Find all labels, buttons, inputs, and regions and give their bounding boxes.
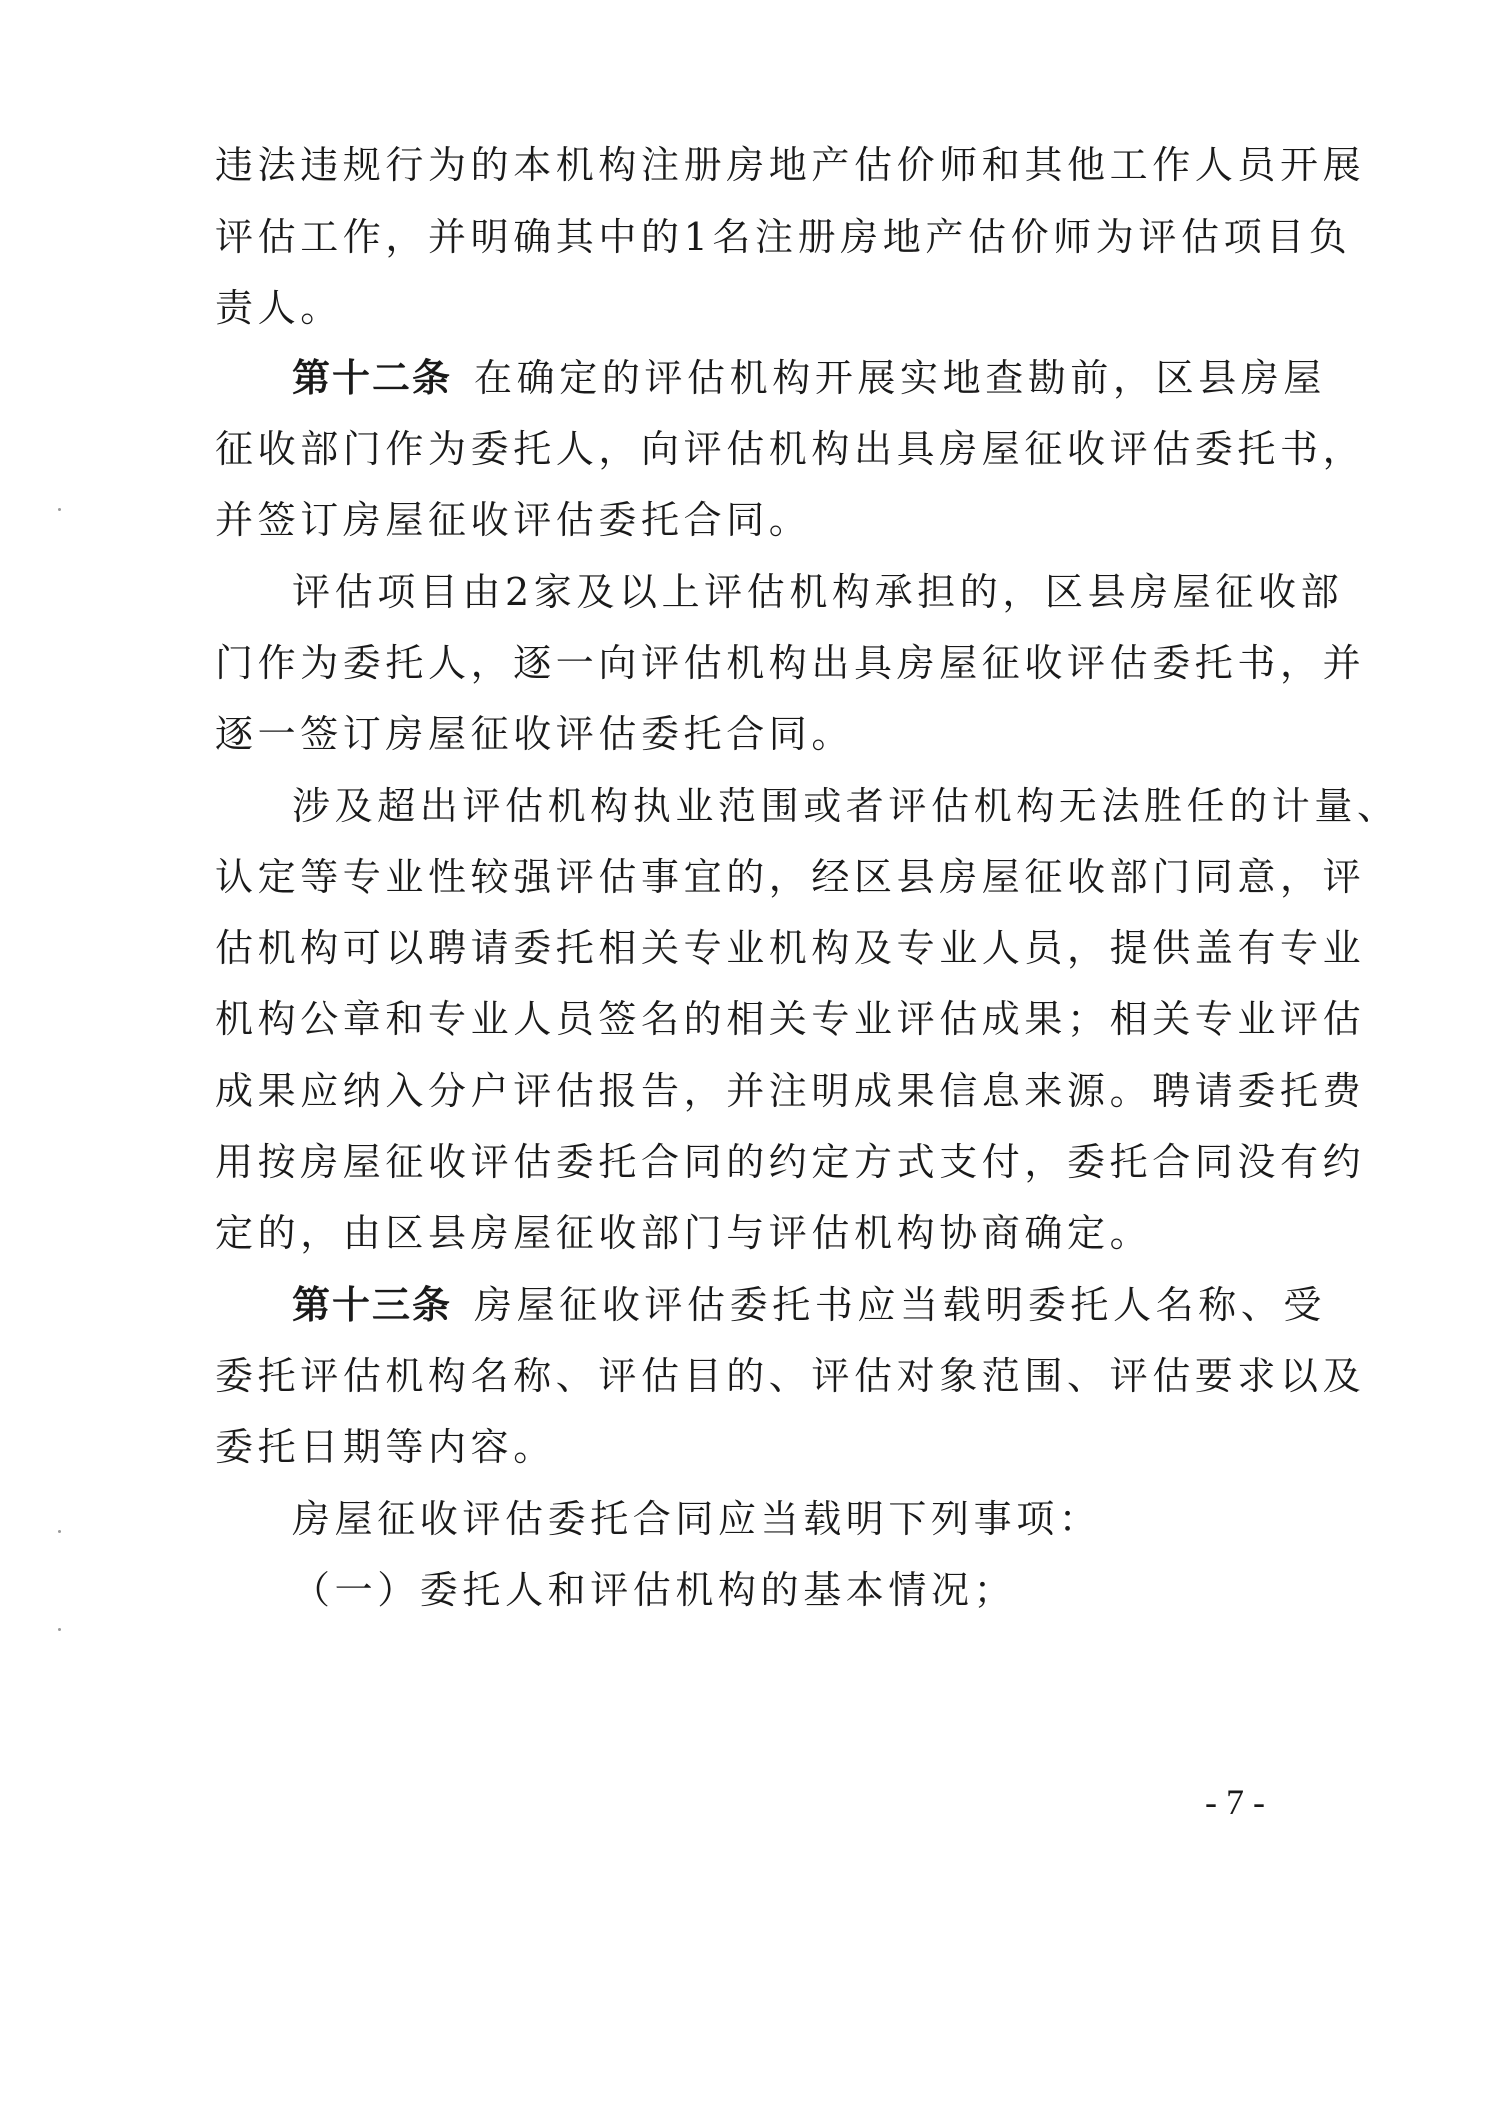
body-line: 责人。 [215,286,343,330]
article-13-first-line [292,1280,1326,1330]
body-line: 定的，由区县房屋征收部门与评估机构协商确定。 [215,1211,1153,1255]
paragraph-first-line: 房屋征收评估委托合同应当载明下列事项： [292,1497,1102,1541]
body-line: 逐一签订房屋征收评估委托合同。 [215,712,855,756]
body-line: 机构公章和专业人员签名的相关专业评估成果；相关专业评估 [215,997,1366,1041]
list-item: （一）委托人和评估机构的基本情况； [292,1568,1017,1612]
article-12-first-line [292,353,1326,403]
paragraph-first-line: 评估项目由2家及以上评估机构承担的，区县房屋征收部 [292,570,1344,614]
body-line: 并签订房屋征收评估委托合同。 [215,498,812,542]
body-line: 委托日期等内容。 [215,1425,556,1469]
body-line: 评估工作，并明确其中的1名注册房地产估价师为评估项目负 [215,215,1352,259]
body-line: 成果应纳入分户评估报告，并注明成果信息来源。聘请委托费 [215,1069,1366,1113]
page-number: - 7 - [1205,1782,1265,1822]
scan-speck [58,1628,61,1631]
scan-speck [58,508,61,511]
scan-speck [58,1530,61,1533]
article-13-label: 第十三条 [292,1283,453,1327]
body-line: 违法违规行为的本机构注册房地产估价师和其他工作人员开展 [215,143,1366,187]
body-line: 委托评估机构名称、评估目的、评估对象范围、评估要求以及 [215,1354,1366,1398]
article-13-text: 房屋征收评估委托书应当载明委托人名称、受 [474,1283,1327,1327]
body-line: 认定等专业性较强评估事宜的，经区县房屋征收部门同意，评 [215,855,1366,899]
body-line: 用按房屋征收评估委托合同的约定方式支付，委托合同没有约 [215,1140,1366,1184]
body-line: 门作为委托人，逐一向评估机构出具房屋征收评估委托书，并 [215,641,1366,685]
paragraph-first-line: 涉及超出评估机构执业范围或者评估机构无法胜任的计量、 [292,784,1400,828]
article-12-text: 在确定的评估机构开展实地查勘前，区县房屋 [474,356,1327,400]
body-line: 征收部门作为委托人，向评估机构出具房屋征收评估委托书， [215,427,1366,471]
article-12-label: 第十二条 [292,356,453,400]
body-line: 估机构可以聘请委托相关专业机构及专业人员，提供盖有专业 [215,926,1366,970]
